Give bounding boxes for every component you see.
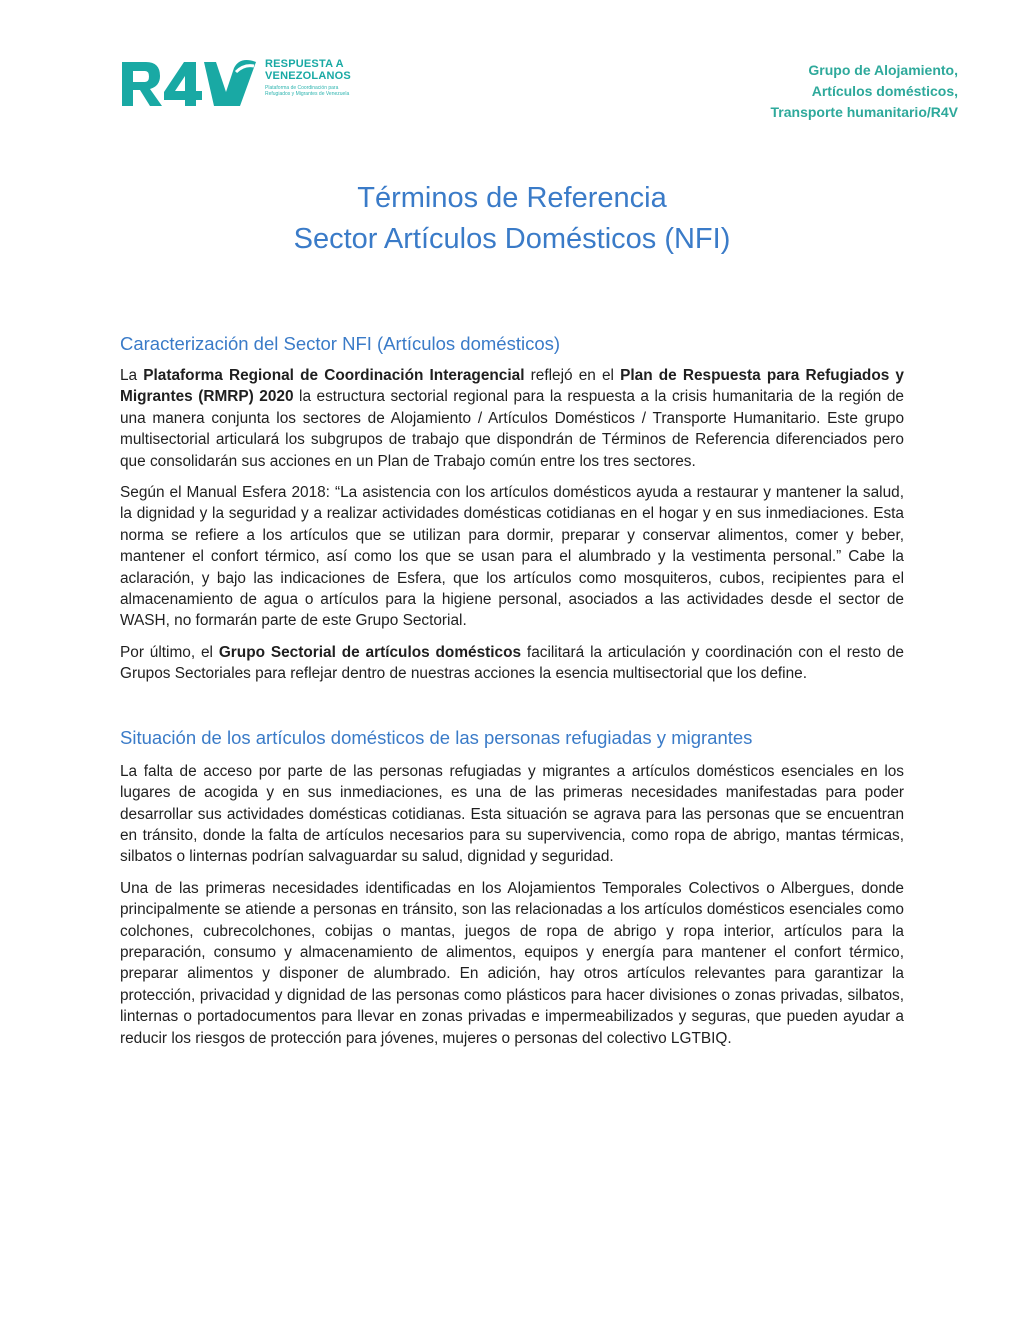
text-run: Por último, el xyxy=(120,643,219,661)
paragraph-esfera: Según el Manual Esfera 2018: “La asistencia con los artículos domésticos ayuda a restaurar y mantener la salud, la dignidad y la seguridad y a realizar actividades domésticas cotidianas en el hogar y en sus inmediaciones. Esta norma se refiere a los artículos que se utilizan para dormir, preparar y conservar alimentos, comer y beber, mantener el confort térmico, así como los que se usan para el alumbrado y la vestimenta personal.” Cabe la aclaración, y bajo las indicaciones de Esfera, que los artículos como mosquiteros, cubos, recipientes para el almacenamiento de agua o artículos para la higiene personal, asociados a las actividades desde el sector de WASH, no formarán parte de este Grupo Sectorial. xyxy=(120,484,904,630)
paragraph-needs: Una de las primeras necesidades identificadas en los Alojamientos Temporales Colectivos o Albergues, donde principalmente se atiende a personas en tránsito, son las relacionadas a los artículos domésticos esenciales como colchones, cubrecolchones, cobijas o mantas, juegos de ropa de abrigo y ropa interior, artículos para la preparación, consumo y almacenamiento de alimentos, equipos y energía para mantener el confort térmico, preparar alimentos y disponer de alumbrado. En adición, hay otros artículos relevantes para garantizar la protección, privacidad y dignidad de las personas como plásticos para hacer divisiones o zonas privadas, silbatos, linternas o portadocumentos para llevar en zonas privadas e impermeabilizados y seguras, que pueden ayudar a reducir los riesgos de protección para jóvenes, mujeres o personas del colectivo LGTBIQ. xyxy=(120,879,904,1047)
header-line-1: Grupo de Alojamiento, xyxy=(808,62,958,78)
section-heading-characterization: Caracterización del Sector NFI (Artículos domésticos) xyxy=(120,333,561,354)
r4v-logo xyxy=(120,58,350,114)
paragraph-lack-of-access: La falta de acceso por parte de las personas refugiadas y migrantes a artículos domésticos esenciales en los lugares de acogida y en sus inmediaciones, es una de las primeras necesidades manifestadas para poder desarrollar sus actividades domésticas cotidianas. Esta situación se agrava para las personas que se encuentran en tránsito, donde la falta de artículos necesarios para su supervivencia, como ropa de abrigo, mantas térmicas, silbatos o linternas podrían salvaguardar su salud, dignidad y seguridad. xyxy=(120,762,904,866)
bold-run: Plataforma Regional de Coordinación Interagencial xyxy=(143,367,525,384)
logo-text xyxy=(265,58,355,97)
text-run: facilitará la articulación y coordinación con el resto de Grupos Sectoriales para reflejar dentro de nuestras acciones la esencia multisectorial que los define. xyxy=(120,643,904,683)
r4v-wordmark-icon xyxy=(120,58,258,110)
paragraph-platform xyxy=(120,365,904,472)
logo-line2: VENEZOLANOS xyxy=(265,70,351,82)
text-run: La xyxy=(120,367,144,384)
bold-run: Plan de Respuesta para Refugiados y Migrantes (RMRP) 2020 xyxy=(120,367,904,406)
title-line-2: Sector Artículos Domésticos (NFI) xyxy=(293,223,731,255)
paragraph-grupo-sectorial xyxy=(120,642,904,685)
section-heading-situation: Situación de los artículos domésticos de las personas refugiadas y migrantes xyxy=(120,726,753,748)
text-run: reflejó en el xyxy=(524,367,621,384)
document-body xyxy=(120,332,904,1049)
text-run: la estructura sectorial regional para la respuesta a la crisis humanitaria de la región de una manera conjunta los sectores de Alojamiento / Artículos Domésticos / Transporte Humanitario. Este grupo multisectorial articulará los subgrupos de trabajo que dispondrán de Términos de Referencia diferenciados pero que consolidarán sus acciones en un Plan de Trabajo común entre los tres sectores. xyxy=(120,388,904,470)
header-group-label xyxy=(658,60,958,123)
bold-run: Grupo Sectorial de artículos domésticos xyxy=(218,643,522,661)
document-title xyxy=(0,178,1024,260)
header-line-2: Artículos domésticos, xyxy=(811,83,958,99)
header-line-3: Transporte humanitario/R4V xyxy=(770,104,958,120)
logo-line1: RESPUESTA A xyxy=(265,58,344,70)
title-line-1: Términos de Referencia xyxy=(357,182,667,214)
logo-subtitle: Plataforma de Coordinación para Refugiados y Migrantes de Venezuela xyxy=(265,85,350,97)
